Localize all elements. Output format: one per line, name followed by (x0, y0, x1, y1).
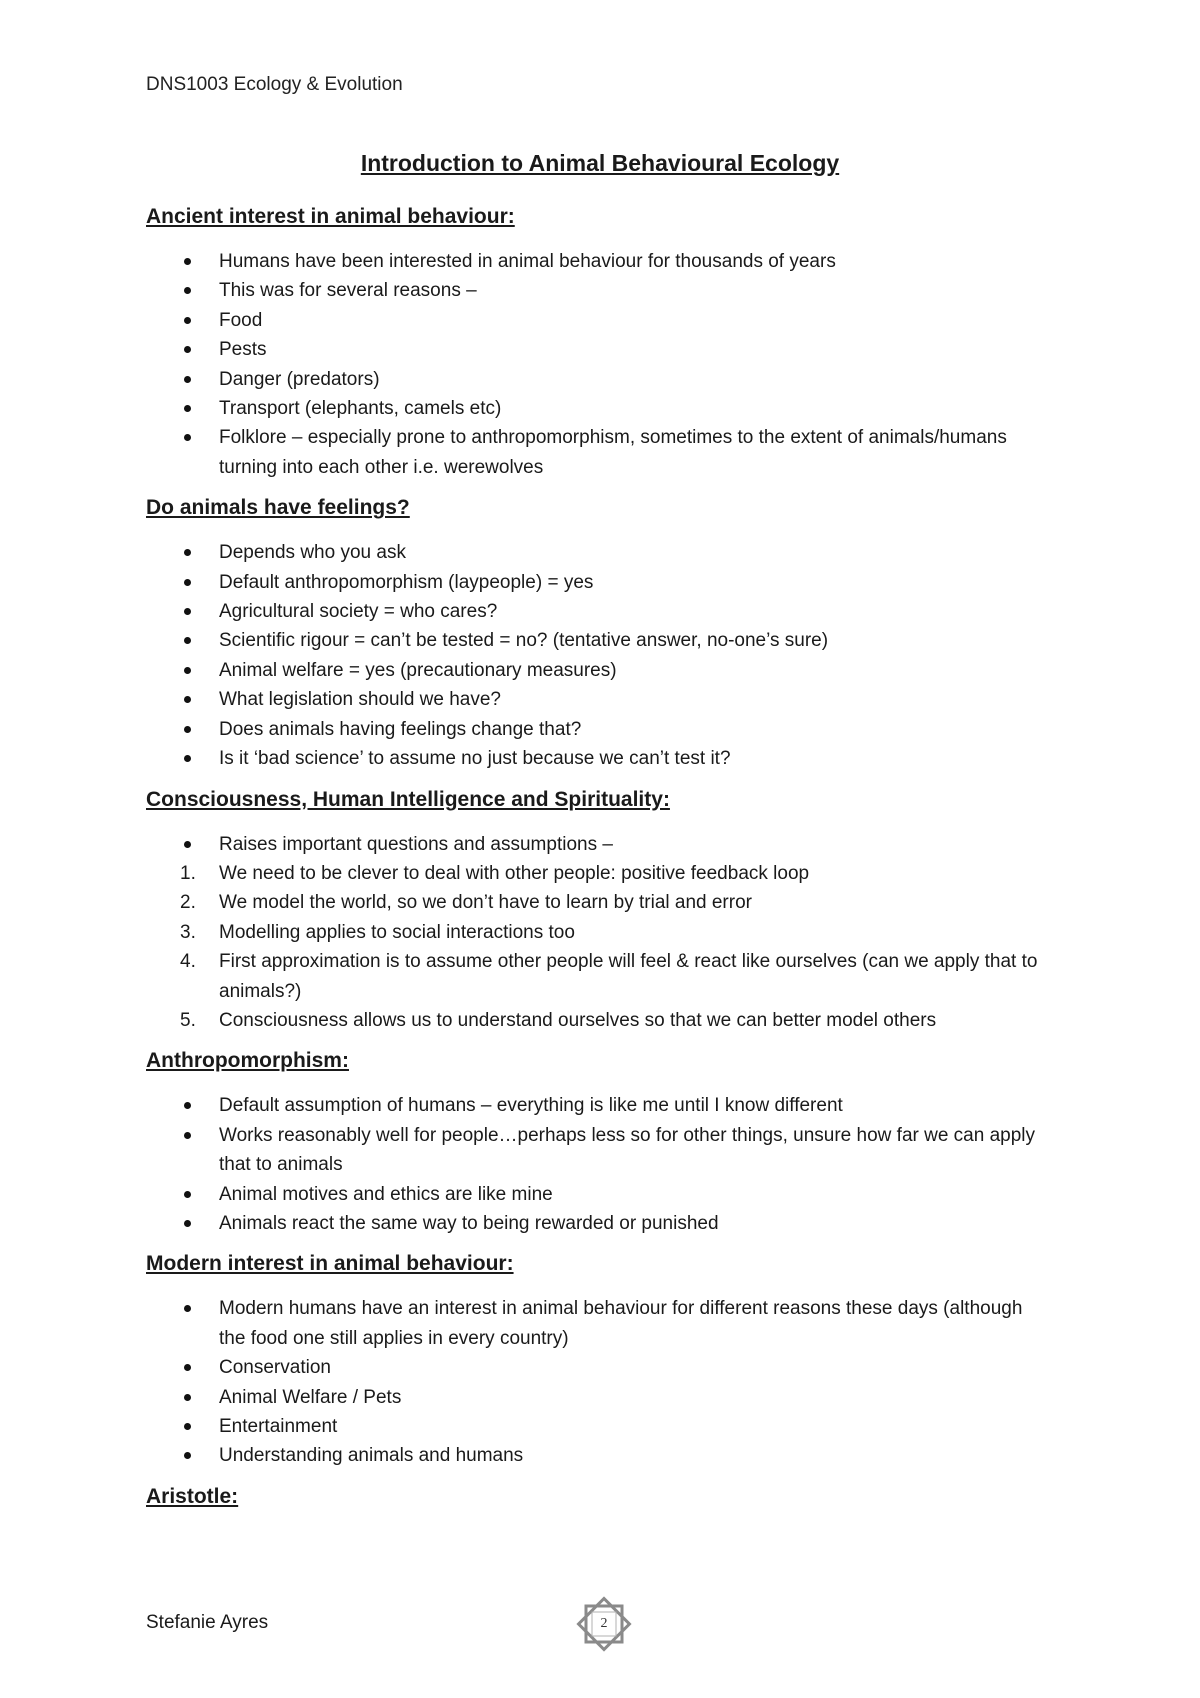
list-item (146, 1383, 1046, 1412)
list-item (146, 423, 1046, 482)
bullet-icon (184, 549, 191, 556)
list-item-text: Default anthropomorphism (laypeople) = yes (219, 571, 594, 593)
list-item (146, 626, 1046, 655)
section-heading: Consciousness, Human Intelligence and Spirituality: (146, 787, 670, 811)
item-number: 5. (180, 1009, 196, 1031)
numbered-item (146, 918, 1046, 947)
bullet-icon (184, 1132, 191, 1139)
list-item (146, 744, 1046, 773)
bullet-icon (184, 287, 191, 294)
section (146, 1250, 1046, 1470)
section-heading: Aristotle: (146, 1484, 239, 1508)
bullet-icon (184, 258, 191, 265)
list-item-text: Humans have been interested in animal behaviour for thousands of years (219, 251, 836, 272)
list-item-text: Food (219, 309, 263, 331)
page-header: DNS1003 Ecology & Evolution (146, 74, 403, 95)
bullet-icon (184, 1220, 191, 1227)
page-number: 2 (600, 1616, 608, 1631)
bullet-icon (184, 1423, 191, 1430)
list-item-text: Animal Welfare / Pets (219, 1386, 402, 1408)
list-item (146, 1180, 1046, 1209)
section-list (146, 247, 1046, 482)
bullet-icon (184, 841, 191, 848)
list-item-text: Consciousness allows us to understand ourselves so that we can better model others (219, 1009, 937, 1031)
section-list (146, 830, 1046, 1036)
list-item-text: Depends who you ask (219, 542, 406, 564)
section (146, 494, 1046, 773)
bullet-icon (184, 1191, 191, 1198)
list-item-text: First approximation is to assume other people will feel & react like ourselves (can we apply that to animals?) (219, 951, 1038, 1002)
list-item-text: Folklore – especially prone to anthropomorphism, sometimes to the extent of animals/humans turning into each other i.e. werewolves (219, 427, 1007, 478)
list-item-text: Is it ‘bad science’ to assume no just because we can’t test it? (219, 748, 731, 770)
list-item (146, 715, 1046, 744)
section-heading: Do animals have feelings? (146, 496, 410, 520)
document-body (146, 203, 1046, 1527)
list-item (146, 247, 1046, 276)
list-item (146, 1121, 1046, 1180)
list-item-text: Modern humans have an interest in animal behaviour for different reasons these days (although the food one still applies in every country) (219, 1298, 1023, 1349)
list-item (146, 306, 1046, 335)
list-item-text: Pests (219, 339, 267, 361)
list-item-text: Understanding animals and humans (219, 1445, 524, 1467)
list-item-text: Does animals having feelings change that? (219, 718, 582, 740)
bullet-icon (184, 667, 191, 674)
list-item-text: What legislation should we have? (219, 689, 502, 711)
list-item (146, 365, 1046, 394)
item-number: 4. (180, 951, 196, 973)
list-item-text: Modelling applies to social interactions too (219, 921, 575, 943)
list-item (146, 685, 1046, 714)
footer-author: Stefanie Ayres (146, 1612, 269, 1633)
item-number: 1. (180, 862, 196, 884)
list-item-text: Animal welfare = yes (precautionary measures) (219, 659, 617, 681)
bullet-icon (184, 696, 191, 703)
list-item (146, 568, 1046, 597)
list-item-text: Raises important questions and assumptions – (219, 833, 613, 855)
list-item-text: Danger (predators) (219, 368, 380, 390)
section-list (146, 1294, 1046, 1470)
list-item-text: Entertainment (219, 1416, 338, 1437)
numbered-item (146, 859, 1046, 888)
numbered-item (146, 947, 1046, 1006)
list-item (146, 1091, 1046, 1120)
bullet-icon (184, 405, 191, 412)
section-heading: Ancient interest in animal behaviour: (146, 205, 515, 228)
list-item (146, 1294, 1046, 1353)
list-item (146, 1353, 1046, 1382)
bullet-icon (184, 376, 191, 383)
bullet-icon (184, 608, 191, 615)
list-item-text: This was for several reasons – (219, 280, 477, 302)
bullet-icon (184, 1394, 191, 1401)
bullet-icon (184, 346, 191, 353)
bullet-icon (184, 1364, 191, 1371)
list-item (146, 1209, 1046, 1238)
section-heading: Modern interest in animal behaviour: (146, 1252, 514, 1276)
document-title: Introduction to Animal Behavioural Ecology (360, 150, 840, 176)
list-item-text: Agricultural society = who cares? (219, 601, 498, 623)
numbered-item (146, 888, 1046, 917)
bullet-icon (184, 317, 191, 324)
bullet-icon (184, 1452, 191, 1459)
section (146, 786, 1046, 1036)
list-item (146, 335, 1046, 364)
list-item-text: Transport (elephants, camels etc) (219, 398, 502, 420)
numbered-item (146, 1006, 1046, 1035)
section-list (146, 538, 1046, 773)
bullet-icon (184, 755, 191, 762)
list-item (146, 538, 1046, 567)
item-number: 2. (180, 892, 196, 914)
bullet-icon (184, 726, 191, 733)
list-item (146, 597, 1046, 626)
list-item (146, 1441, 1046, 1470)
list-item-text: We model the world, so we don’t have to learn by trial and error (219, 892, 752, 914)
list-item (146, 656, 1046, 685)
list-item (146, 276, 1046, 305)
list-item (146, 830, 1046, 859)
section-list (146, 1091, 1046, 1238)
bullet-icon (184, 434, 191, 441)
list-item (146, 394, 1046, 423)
bullet-icon (184, 637, 191, 644)
list-item (146, 1412, 1046, 1441)
section (146, 1047, 1046, 1238)
list-item-text: Works reasonably well for people…perhaps less so for other things, unsure how far we can apply that to animals (219, 1124, 1036, 1176)
section-heading: Anthropomorphism: (146, 1049, 349, 1073)
list-item-text: Scientific rigour = can’t be tested = no? (tentative answer, no-one’s sure) (219, 630, 829, 652)
bullet-icon (184, 1305, 191, 1312)
section (146, 203, 1046, 482)
item-number: 3. (180, 921, 196, 943)
bullet-icon (184, 1102, 191, 1109)
list-item-text: Animals react the same way to being rewarded or punished (219, 1212, 719, 1234)
list-item-text: We need to be clever to deal with other people: positive feedback loop (219, 862, 810, 884)
list-item-text: Default assumption of humans – everything is like me until I know different (219, 1095, 843, 1117)
section (146, 1483, 1046, 1511)
list-item-text: Animal motives and ethics are like mine (219, 1183, 553, 1205)
list-item-text: Conservation (219, 1357, 331, 1379)
bullet-icon (184, 579, 191, 586)
